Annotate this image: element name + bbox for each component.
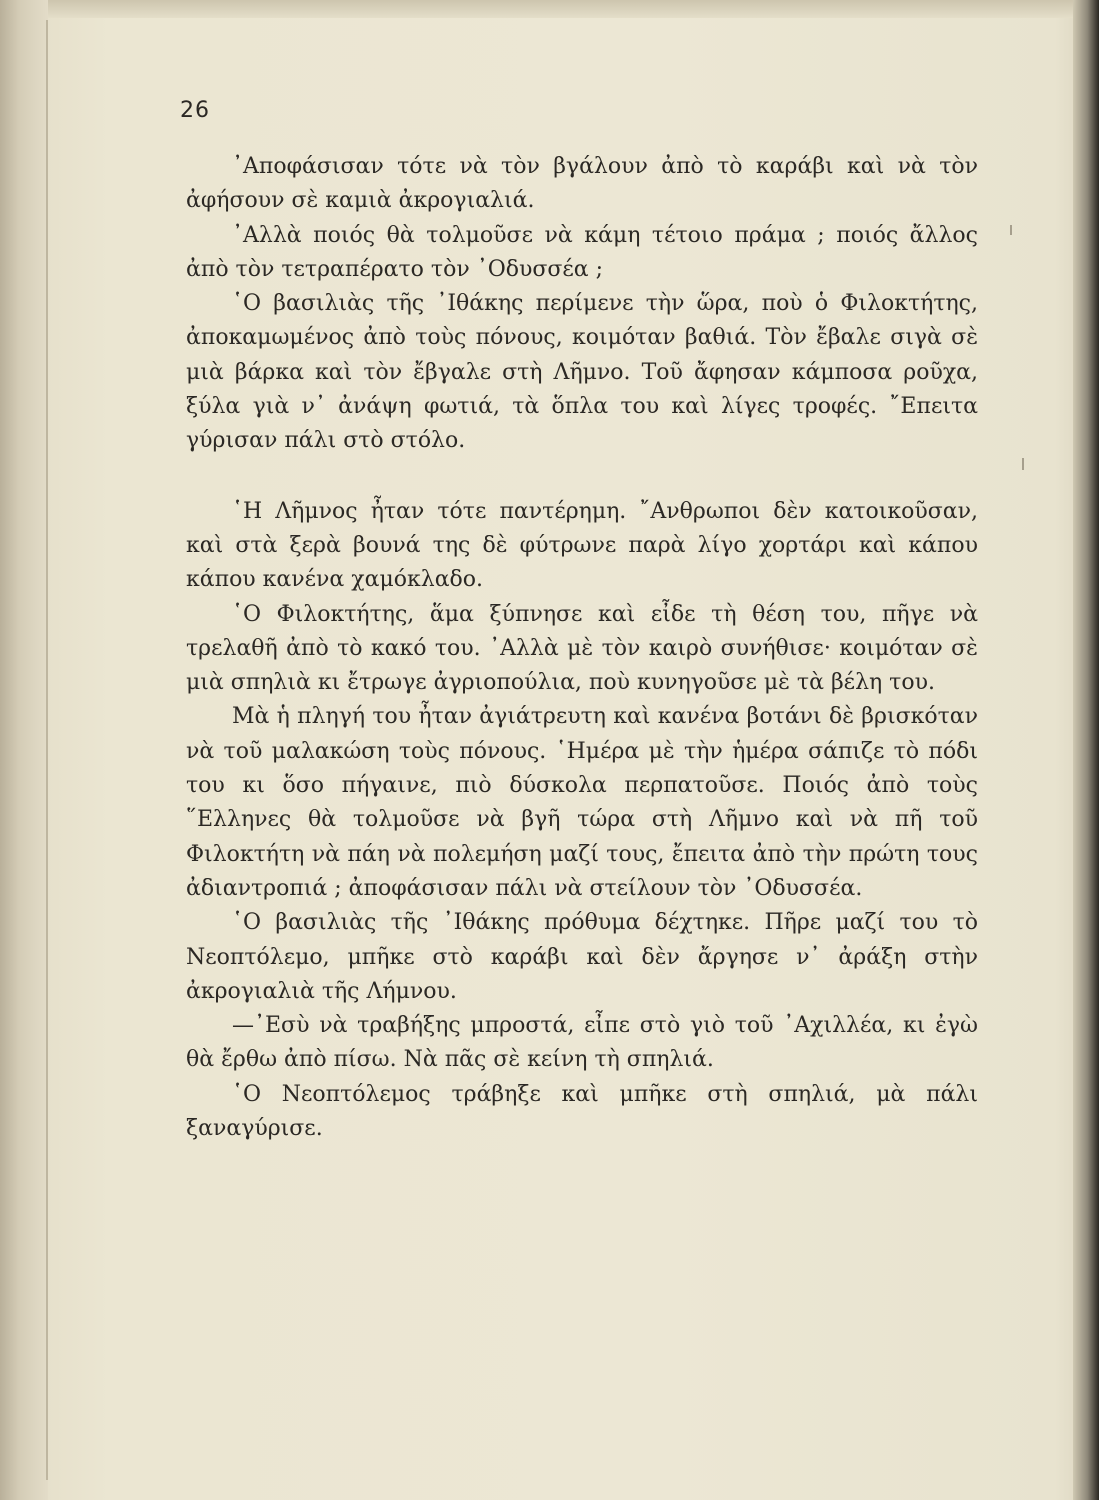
margin-speck bbox=[1022, 458, 1024, 470]
body-text bbox=[186, 150, 978, 1146]
paragraph: Μὰ ἡ πληγή του ἦταν ἀγιάτρευτη καὶ κανένα βοτάνι δὲ βρισκόταν νὰ τοῦ μαλακώση τοὺς πόνους. ῾Ημέρα μὲ τὴν ἡμέρα σάπιζε τὸ πόδι του κι ὅσο πήγαινε, πιὸ δύσκολα περπατοῦσε. Ποιός ἀπὸ τοὺς ῞Ελληνες θὰ τολμοῦσε νὰ βγῆ τώρα στὴ Λῆμνο καὶ νὰ πῆ τοῦ Φιλοκτήτη νὰ πάη νὰ πολεμήση μαζί τους, ἔπειτα ἀπὸ τὴν πρώτη τους ἀδιαντροπιά ; ἀποφάσισαν πάλι νὰ στείλουν τὸν ᾿Οδυσσέα. bbox=[186, 704, 978, 901]
margin-speck bbox=[1010, 225, 1012, 235]
gutter-fold-line bbox=[46, 20, 48, 1480]
page-top-edge bbox=[0, 0, 1099, 18]
paragraph: ᾿Αλλὰ ποιός θὰ τολμοῦσε νὰ κάμη τέτοιο πράμα ; ποιός ἄλλος ἀπὸ τὸν τετραπέρατο τὸν ᾿Οδυσσέα ; bbox=[186, 222, 978, 282]
binding-gutter bbox=[0, 0, 48, 1500]
paragraph: ῾Η Λῆμνος ἦταν τότε παντέρημη. ῎Ανθρωποι δὲν κατοικοῦσαν, καὶ στὰ ξερὰ βουνά της δὲ φύτρωνε παρὰ λίγο χορτάρι καὶ κάπου κάπου κανένα χαμόκλαδο. bbox=[186, 498, 978, 593]
paragraph: —᾿Εσὺ νὰ τραβήξης μπροστά, εἶπε στὸ γιὸ τοῦ ᾿Αχιλλέα, κι ἐγὼ θὰ ἔρθω ἀπὸ πίσω. Νὰ πᾶς σὲ κείνη τὴ σπηλιά. bbox=[186, 1013, 978, 1073]
paragraph: ῾Ο βασιλιὰς τῆς ᾿Ιθάκης περίμενε τὴν ὥρα, ποὺ ὁ Φιλοκτήτης, ἀποκαμωμένος ἀπὸ τοὺς πόνους, κοιμόταν βαθιά. Τὸν ἔβαλε σιγὰ σὲ μιὰ βάρκα καὶ τὸν ἔβγαλε στὴ Λῆμνο. Τοῦ ἄφησαν κάμποσα ροῦχα, ξύλα γιὰ ν᾿ ἀνάψη φωτιά, τὰ ὅπλα του καὶ λίγες τροφές. ῎Επειτα γύρισαν πάλι στὸ στόλο. bbox=[186, 291, 978, 454]
paragraph: ῾Ο Νεοπτόλεμος τράβηξε καὶ μπῆκε στὴ σπηλιά, μὰ πάλι ξαναγύρισε. bbox=[186, 1081, 978, 1142]
page-right-edge bbox=[1073, 0, 1099, 1500]
page-number: 26 bbox=[180, 98, 210, 123]
paragraph: ᾿Αποφάσισαν τότε νὰ τὸν βγάλουν ἀπὸ τὸ καράβι καὶ νὰ τὸν ἀφήσουν σὲ καμιὰ ἀκρογιαλιά. bbox=[186, 154, 978, 214]
paragraph: ῾Ο βασιλιὰς τῆς ᾿Ιθάκης πρόθυμα δέχτηκε. Πῆρε μαζί του τὸ Νεοπτόλεμο, μπῆκε στὸ καράβι καὶ δὲν ἄργησε ν᾿ ἀράξη στὴν ἀκρογιαλιὰ τῆς Λήμνου. bbox=[186, 910, 978, 1004]
paragraph: ῾Ο Φιλοκτήτης, ἅμα ξύπνησε καὶ εἶδε τὴ θέση του, πῆγε νὰ τρελαθῆ ἀπὸ τὸ κακό του. ᾿Αλλὰ μὲ τὸν καιρὸ συνήθισε· κοιμόταν σὲ μιὰ σπηλιὰ κι ἔτρωγε ἀγριοπούλια, ποὺ κυνηγοῦσε μὲ τὰ βέλη του. bbox=[186, 601, 978, 696]
